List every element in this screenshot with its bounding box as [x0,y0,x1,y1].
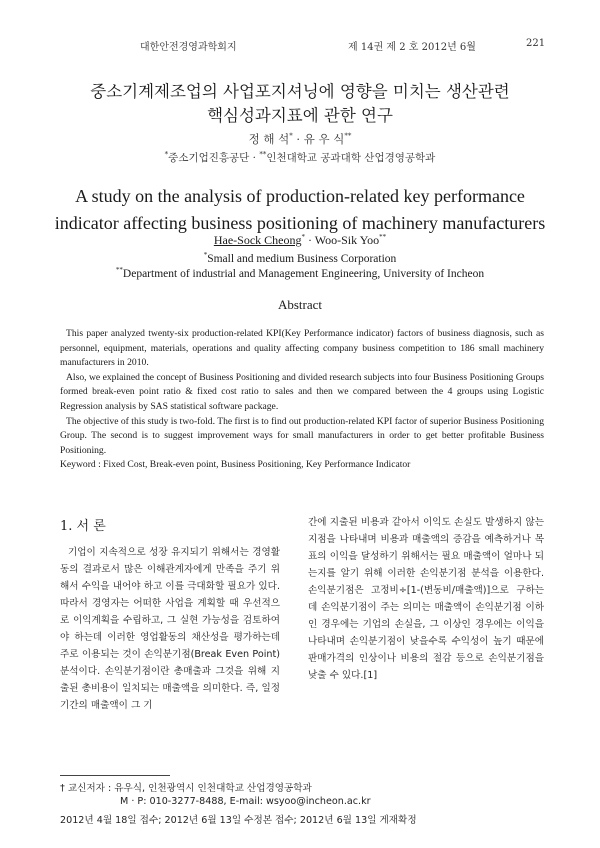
english-author-separator: · [304,233,315,247]
english-title-line-2: indicator affecting business positioning of machinery manufacturers [54,213,546,233]
abstract-paragraph-1: This paper analyzed twenty-six production-related KPI(Key Performance indicator) factors of business diagnosis, such as personnel, equipment, materials, operations and quality affecting company business competition to 186 small machinery manufacturers in 2010. [60,328,544,369]
korean-affil-mark-2: ** [259,150,267,159]
english-author-2-mark: ** [379,233,387,241]
footnote-contact: M · P: 010-3277-8488, E-mail: wsyoo@incheon.ac.kr [120,796,371,807]
english-author-2: Woo-Sik Yoo [314,233,380,247]
english-author-1-mark: * [301,233,305,241]
abstract-body [60,327,544,473]
keywords: Keyword : Fixed Cost, Break-even point, Business Positioning, Key Performance Indicator [60,459,411,471]
footnote-divider [60,775,170,776]
korean-affil-2: 인천대학교 공과대학 산업경영공학과 [266,152,436,164]
korean-affiliations [0,150,600,165]
intro-right-text: 간에 지출된 비용과 같아서 이익도 손실도 발생하지 않는 지점을 나타내며 비용과 매출액의 증감을 예측하거나 목표의 이익을 달성하기 위해서는 필요 매출액이 얼마나 되는지를 알기 위해 이러한 손익분기점 분석을 이용한다. 손익분기점은 고정비÷[1-(변동비/매출액)]으로 구하는데 손익분기점이 주는 의미는 매출액이 손익분기점 이하인 경우에는 기업의 손실을, 그 이상인 경우에는 이익을 나타내며 손익분기점이 낮을수록 수익성이 높기 때문에 판매가격의 인상이나 비용의 절감 등으로 손익분기점을 낮출 수 있다.[1] [308,517,544,681]
korean-author-2-mark: ** [344,132,352,141]
intro-right-column [308,514,544,684]
korean-affil-1: 중소기업진흥공단 [168,152,250,164]
english-affil-1-mark: * [203,251,208,259]
section-heading: 1. 서 론 [60,519,106,534]
issue-info: 제 14권 제 2 호 2012년 6월 [348,42,476,53]
korean-author-1: 정 해 석 [248,132,290,146]
footnote-corresponding-author: † 교신저자 : 유우식, 인천광역시 인천대학교 산업경영공학과 [60,783,312,794]
footnote-dates: 2012년 4월 18일 접수; 2012년 6월 13일 수정본 접수; 2012년 6월 13일 게재확정 [60,815,417,826]
intro-left-text: 기업이 지속적으로 성장 유지되기 위해서는 경영활동의 결과로서 많은 이해관계자에게 만족을 주기 위해서 수익을 내어야 하고 이를 극대화할 필요가 있다. 따라서 경영자는 어떠한 사업을 계획할 때 우선적으로 이익계획을 수립하고, 그 실현 가능성을 검토하여야 하는데 이러한 영업활동의 채산성을 평가하는데 주로 이용되는 것이 손익분기점(Break Even Point) 분석이다. 손익분기점이란 총매출과 그것을 위해 지출된 총비용이 일치되는 매출액을 의미한다. 즉, 일정기간의 매출액이 그 기 [60,547,280,711]
english-affiliation-1 [0,251,600,265]
abstract-heading: Abstract [277,297,323,312]
korean-title-line-1: 중소기계제조업의 사업포지셔닝에 영향을 미치는 생산관련 [90,82,510,101]
english-title-line-1: A study on the analysis of production-related key performance [75,186,525,206]
intro-left-column [60,544,280,714]
korean-author-separator: · [292,132,304,146]
korean-title [0,80,600,128]
english-author-1: Hae-Sock Cheong [213,233,302,247]
abstract-paragraph-3: The objective of this study is two-fold. The first is to find out production-related KPI factor of superior Business Positioning Group. The second is to suggest improvement ways for small manufacturers in order to get better profitable Business Positioning. [60,415,544,456]
korean-affil-separator: · [249,152,260,164]
journal-name: 대한안전경영과학회지 [140,42,237,53]
english-affiliation-2 [0,266,600,280]
english-affil-2-mark: ** [115,266,123,274]
korean-title-line-2: 핵심성과지표에 관한 연구 [207,106,393,125]
english-affil-1-text: Small and medium Business Corporation [207,252,397,265]
korean-authors [0,131,600,147]
korean-affil-mark-1: * [164,150,169,159]
abstract-paragraph-2: Also, we explained the concept of Business Positioning and divided research subjects into four Business Positioning Groups formed break-even point ratio & fixed cost ratio to sales and then we compared between the 4 groups using Logistic Regression analysis by SAS statistical software package. [60,371,544,412]
korean-author-1-mark: * [289,132,293,141]
korean-author-2: 유 우 식 [303,132,345,146]
english-authors [0,233,600,248]
english-title [0,183,600,237]
page-number: 221 [526,38,546,49]
english-affil-2-text: Department of industrial and Management Engineering, University of Incheon [122,267,485,280]
